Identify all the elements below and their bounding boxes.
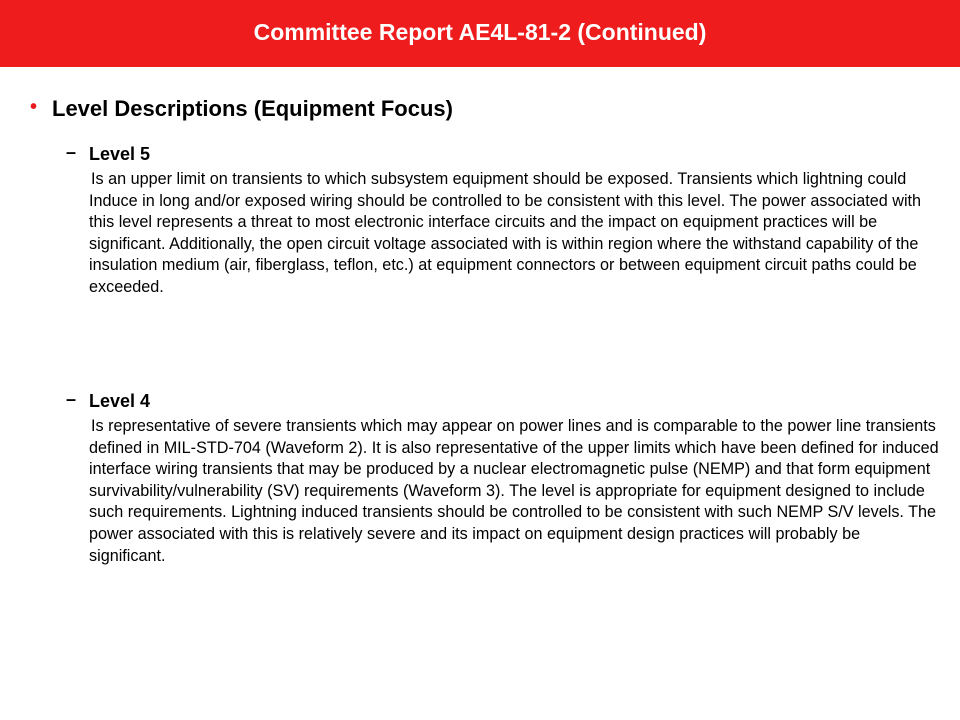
dash-icon: – <box>66 142 77 162</box>
section-heading: Level Descriptions (Equipment Focus) <box>52 96 453 121</box>
level-4-header <box>66 389 946 413</box>
title-bar <box>0 0 960 67</box>
bullet-icon: • <box>30 96 38 118</box>
level-4-description: Is representative of severe transients which may appear on power lines and is comparable to the power line transients defined in MIL-STD-704 (Waveform 2). It is also representative of the upper limits which have been defined for induced interface wiring transients that may be produced by a nuclear electromagnetic pulse (NEMP) and that form equipment survivability/vulnerability (SV) requirements (Waveform 3). The level is appropriate for equipment designed to include such requirements. Lightning induced transients should be controlled to be consistent with such NEMP S/V levels. The power associated with this is relatively severe and its impact on equipment design practices will probably be significant. <box>89 417 939 565</box>
dash-icon: – <box>66 389 77 409</box>
section-heading-row <box>30 95 453 125</box>
level-4-title: Level 4 <box>89 390 151 411</box>
page-title: Committee Report AE4L-81-2 (Continued) <box>253 19 707 45</box>
level-5-title: Level 5 <box>89 143 151 164</box>
level-5-description: Is an upper limit on transients to which subsystem equipment should be exposed. Transients which lightning could Induce in long and/or exposed wiring should be controlled to be consistent with this level. The power associated with this level represents a threat to most electronic interface circuits and the impact on equipment practices will be significant. Additionally, the open circuit voltage associated with is within region where the withstand capability of the insulation medium (air, fiberglass, teflon, etc.) at equipment connectors or between equipment circuit paths could be exceeded. <box>89 170 922 296</box>
level-4-block <box>66 389 946 567</box>
level-5-header <box>66 142 946 166</box>
level-5-block <box>66 142 946 299</box>
